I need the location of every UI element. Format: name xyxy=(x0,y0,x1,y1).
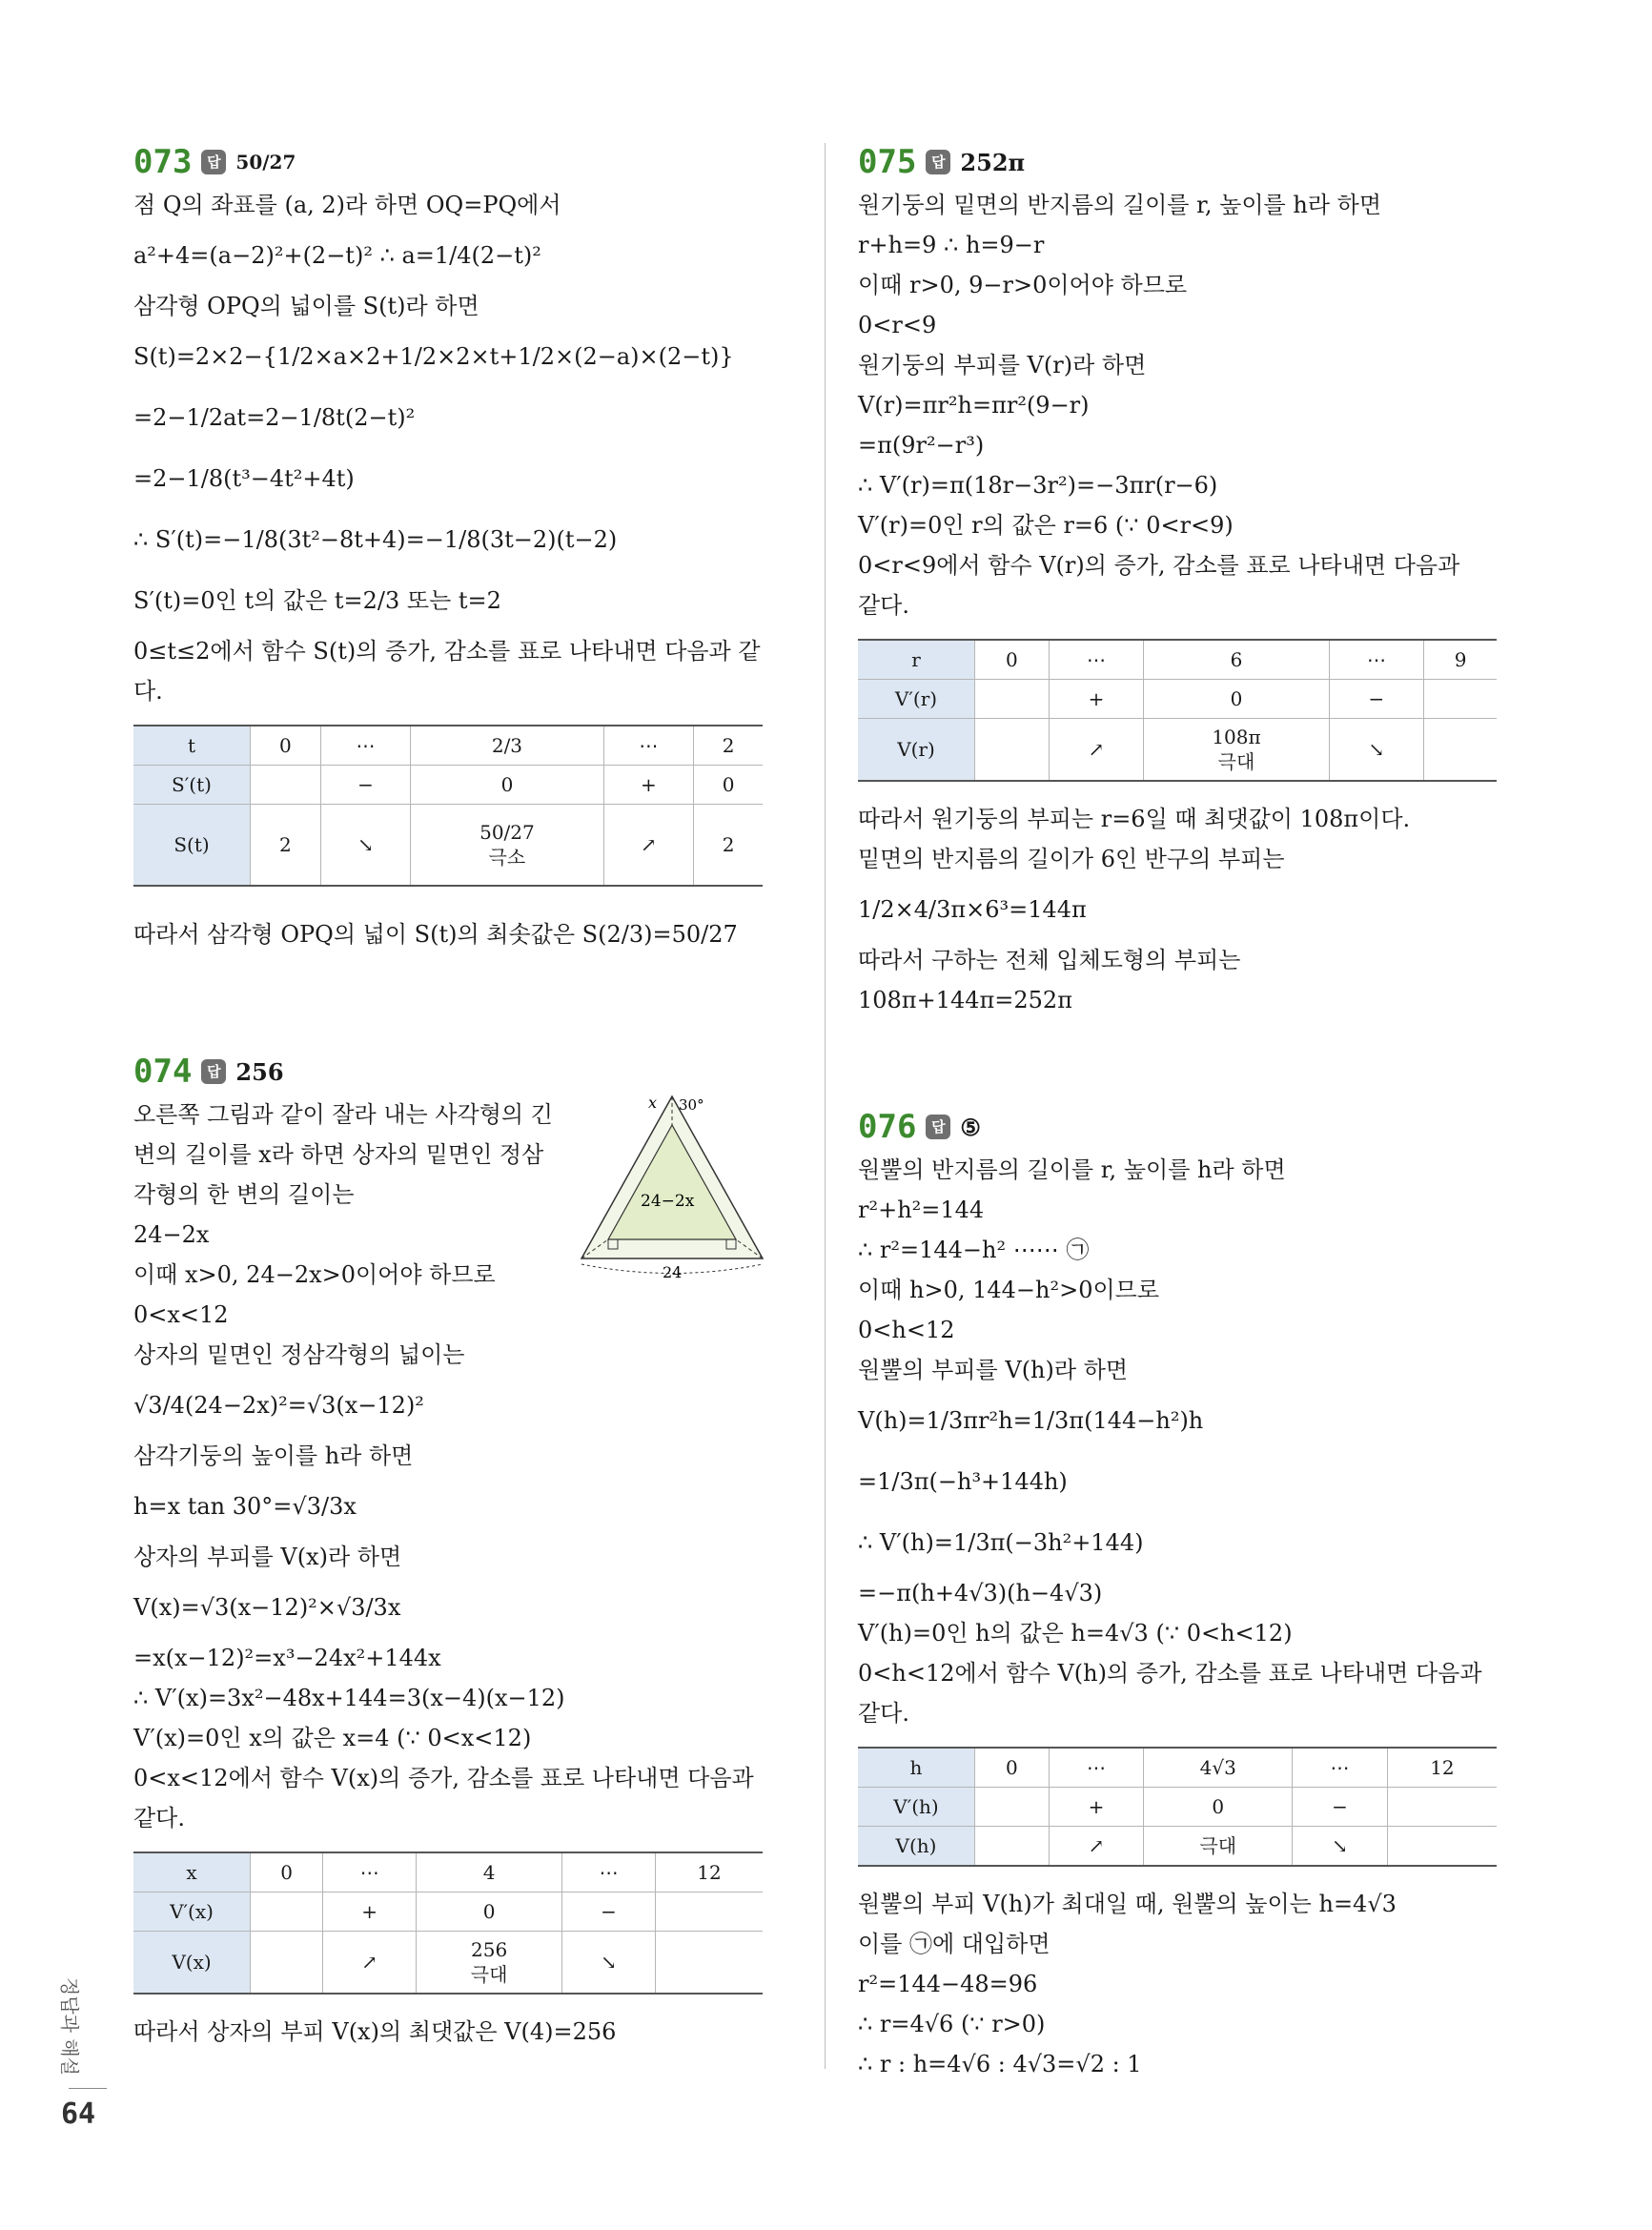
table-header-cell: r xyxy=(858,640,975,680)
solution-line: 다. xyxy=(133,678,163,705)
table-cell: ↘ xyxy=(1293,1827,1388,1867)
solution-line: V(x)=√3(x−12)²×√3/3x xyxy=(133,1594,401,1621)
table-cell: 0 xyxy=(694,766,763,805)
solution-line: 따라서 삼각형 OPQ의 넓이 S(t)의 최솟값은 S(2/3)=50/27 xyxy=(133,921,738,948)
table-cell: ⋯ xyxy=(1293,1748,1388,1788)
solution-line: 상자의 밑면인 정삼각형의 넓이는 xyxy=(133,1341,465,1368)
table-cell: ⋯ xyxy=(323,1852,417,1892)
table-row xyxy=(133,726,763,766)
table-cell xyxy=(1387,1788,1497,1827)
solution-line: 이를 ㉠에 대입하면 xyxy=(858,1931,1050,1957)
answer-badge: 답 xyxy=(926,150,950,174)
table-cell xyxy=(655,1932,763,1995)
table-header-cell: S(t) xyxy=(133,805,251,887)
table-cell: ↗ xyxy=(1049,1827,1144,1867)
table-header-cell: x xyxy=(133,1852,251,1892)
solution-line: 오른쪽 그림과 같이 잘라 내는 사각형의 긴 xyxy=(133,1101,553,1128)
table-cell xyxy=(975,719,1050,782)
solution-line: 0<h<12에서 함수 V(h)의 증가, 감소를 표로 나타내면 다음과 xyxy=(858,1660,1482,1687)
answer-badge: 답 xyxy=(926,1115,950,1139)
solution-line: a²+4=(a−2)²+(2−t)² ∴ a=1/4(2−t)² xyxy=(133,242,541,269)
table-row xyxy=(858,719,1497,782)
problem-number: 076 xyxy=(858,1108,917,1146)
answer-value: 50/27 xyxy=(235,151,296,174)
table-row xyxy=(133,1892,763,1932)
table-cell: 2/3 xyxy=(411,726,603,766)
solution-line: ∴ V′(r)=π(18r−3r²)=−3πr(r−6) xyxy=(858,472,1218,499)
table-cell: − xyxy=(562,1892,656,1932)
right-column xyxy=(858,143,1525,2084)
solution-line: ∴ V′(x)=3x²−48x+144=3(x−4)(x−12) xyxy=(133,1685,565,1711)
table-header-cell: V′(h) xyxy=(858,1788,975,1827)
solution-line: V′(r)=0인 r의 값은 r=6 (∵ 0<r<9) xyxy=(858,512,1234,539)
table-cell xyxy=(975,680,1050,719)
problem-header xyxy=(133,143,782,181)
figure-label-angle: 30° xyxy=(679,1096,704,1114)
solution-line: 0<r<9에서 함수 V(r)의 증가, 감소를 표로 나타내면 다음과 xyxy=(858,552,1460,579)
solution-line: V(h)=1/3πr²h=1/3π(144−h²)h xyxy=(858,1407,1204,1434)
solution-line: V′(h)=0인 h의 값은 h=4√3 (∵ 0<h<12) xyxy=(858,1620,1293,1647)
solution-line: r+h=9 ∴ h=9−r xyxy=(858,232,1045,258)
table-row xyxy=(133,805,763,887)
solution-line: 점 Q의 좌표를 (a, 2)라 하면 OQ=PQ에서 xyxy=(133,192,561,218)
table-cell: 0 xyxy=(251,1852,323,1892)
table-header-cell: S′(t) xyxy=(133,766,251,805)
table-cell: 2 xyxy=(694,726,763,766)
solution-line: V(r)=πr²h=πr²(9−r) xyxy=(858,392,1090,419)
solution-line: 0<r<9 xyxy=(858,312,937,338)
problem-header xyxy=(858,1108,1525,1146)
variation-table xyxy=(133,1852,763,1995)
solution-line: 이때 h>0, 144−h²>0이므로 xyxy=(858,1277,1160,1303)
solution-line: ∴ S′(t)=−1/8(3t²−8t+4)=−1/8(3t−2)(t−2) xyxy=(133,526,618,553)
side-label-text: 정답과 해설 xyxy=(57,1976,81,2076)
table-cell: ⋯ xyxy=(1049,640,1144,680)
table-header-cell: t xyxy=(133,726,251,766)
solution-line: 1/2×4/3π×6³=144π xyxy=(858,896,1087,923)
table-cell: 12 xyxy=(655,1852,763,1892)
solution-line: 삼각기둥의 높이를 h라 하면 xyxy=(133,1442,414,1469)
table-cell: ⋯ xyxy=(1049,1748,1144,1788)
table-cell: ↘ xyxy=(562,1932,656,1995)
solution-line: 각형의 한 변의 길이는 xyxy=(133,1181,355,1208)
solution-line: V′(x)=0인 x의 값은 x=4 (∵ 0<x<12) xyxy=(133,1725,532,1751)
table-row xyxy=(858,1827,1497,1867)
solution-line: 같다. xyxy=(133,1805,185,1831)
figure-label-x: x xyxy=(648,1094,658,1112)
table-cell: 9 xyxy=(1424,640,1497,680)
solution-line: =π(9r²−r³) xyxy=(858,432,985,459)
table-cell: ⋯ xyxy=(320,726,411,766)
solution-line: 원뿔의 부피를 V(h)라 하면 xyxy=(858,1357,1129,1383)
solution-line: 원기둥의 밑면의 반지름의 길이를 r, 높이를 h라 하면 xyxy=(858,192,1382,218)
problem-number: 075 xyxy=(858,143,917,181)
solution-line: 0<x<12 xyxy=(133,1301,229,1328)
side-rule xyxy=(69,2088,107,2089)
triangle-figure xyxy=(572,1087,772,1278)
variation-table xyxy=(133,725,763,887)
table-cell: 4 xyxy=(417,1852,562,1892)
table-header-cell: V′(x) xyxy=(133,1892,251,1932)
table-cell: − xyxy=(1293,1788,1388,1827)
solution-line: 원기둥의 부피를 V(r)라 하면 xyxy=(858,352,1147,378)
table-cell: 256 극대 xyxy=(417,1932,562,1995)
problem-number: 073 xyxy=(133,143,193,181)
problem-073 xyxy=(133,143,782,965)
solution-line: h=x tan 30°=√3/3x xyxy=(133,1493,357,1520)
solution-line: r²=144−48=96 xyxy=(858,1971,1038,1997)
table-cell xyxy=(975,1788,1050,1827)
solution-line: 같다. xyxy=(858,592,909,619)
solution-line: ∴ r : h=4√6 : 4√3=√2 : 1 xyxy=(858,2051,1142,2077)
solution-line: ∴ r²=144−h² ⋯⋯ ㉠ xyxy=(858,1237,1090,1263)
solution-line: 108π+144π=252π xyxy=(858,987,1072,1013)
solution-line: √3/4(24−2x)²=√3(x−12)² xyxy=(133,1392,424,1419)
problem-075 xyxy=(858,143,1525,1020)
problem-076 xyxy=(858,1108,1525,2084)
solution-line: 이때 r>0, 9−r>0이어야 하므로 xyxy=(858,272,1188,298)
table-cell: ⋯ xyxy=(562,1852,656,1892)
table-cell: 12 xyxy=(1387,1748,1497,1788)
table-cell xyxy=(1387,1827,1497,1867)
table-row xyxy=(858,1788,1497,1827)
figure-label-inner: 24−2x xyxy=(641,1192,695,1211)
page-number: 64 xyxy=(61,2097,96,2131)
solution-line: 밑면의 반지름의 길이가 6인 반구의 부피는 xyxy=(858,846,1285,872)
answer-badge: 답 xyxy=(201,1059,226,1084)
solution-line: 따라서 원기둥의 부피는 r=6일 때 최댓값이 108π이다. xyxy=(858,806,1411,832)
table-cell: 극대 xyxy=(1144,1827,1293,1867)
table-cell: 4√3 xyxy=(1144,1748,1293,1788)
table-cell xyxy=(1424,719,1497,782)
solution-line: 따라서 구하는 전체 입체도형의 부피는 xyxy=(858,947,1241,973)
table-header-cell: h xyxy=(858,1748,975,1788)
table-cell: 108π 극대 xyxy=(1144,719,1329,782)
solution-line: S(t)=2×2−{1/2×a×2+1/2×2×t+1/2×(2−a)×(2−t)} xyxy=(133,343,734,370)
solution-line: 같다. xyxy=(858,1700,909,1727)
table-cell: − xyxy=(320,766,411,805)
problem-074 xyxy=(133,1053,782,2052)
variation-table xyxy=(858,639,1497,782)
table-header-cell: V(x) xyxy=(133,1932,251,1995)
table-row xyxy=(133,1852,763,1892)
table-cell: ↘ xyxy=(320,805,411,887)
table-cell: ↘ xyxy=(1329,719,1424,782)
solution-line: S′(t)=0인 t의 값은 t=2/3 또는 t=2 xyxy=(133,587,501,614)
table-cell: ↗ xyxy=(323,1932,417,1995)
table-cell: − xyxy=(1329,680,1424,719)
table-cell: 50/27 극소 xyxy=(411,805,603,887)
solution-line: =x(x−12)²=x³−24x²+144x xyxy=(133,1645,441,1671)
table-cell: + xyxy=(323,1892,417,1932)
table-cell: + xyxy=(1049,1788,1144,1827)
table-cell: 0 xyxy=(975,640,1050,680)
answer-value: ⑤ xyxy=(960,1113,981,1141)
table-cell xyxy=(251,1892,323,1932)
side-section-label xyxy=(59,1974,82,2078)
table-cell xyxy=(251,766,321,805)
table-cell: ⋯ xyxy=(603,726,694,766)
table-cell xyxy=(251,1932,323,1995)
solution-line: 삼각형 OPQ의 넓이를 S(t)라 하면 xyxy=(133,293,479,319)
table-header-cell: V(h) xyxy=(858,1827,975,1867)
table-cell xyxy=(975,1827,1050,1867)
variation-table xyxy=(858,1747,1497,1867)
table-cell: 2 xyxy=(251,805,321,887)
solution-line: =−π(h+4√3)(h−4√3) xyxy=(858,1580,1103,1606)
table-cell xyxy=(1424,680,1497,719)
solution-line: =2−1/2at=2−1/8t(2−t)² xyxy=(133,404,416,431)
table-cell xyxy=(655,1892,763,1932)
table-cell: 0 xyxy=(975,1748,1050,1788)
solution-line: =2−1/8(t³−4t²+4t) xyxy=(133,465,355,492)
solution-line: 변의 길이를 x라 하면 상자의 밑면인 정삼 xyxy=(133,1141,544,1168)
answer-value: 256 xyxy=(235,1057,284,1086)
figure-label-bottom: 24 xyxy=(663,1263,683,1278)
table-cell: 0 xyxy=(251,726,321,766)
solution-line: 이때 x>0, 24−2x>0이어야 하므로 xyxy=(133,1261,496,1288)
solution-line: 상자의 부피를 V(x)라 하면 xyxy=(133,1544,402,1570)
table-cell: 0 xyxy=(1144,1788,1293,1827)
left-column xyxy=(133,143,782,2052)
solution-line: 0<x<12에서 함수 V(x)의 증가, 감소를 표로 나타내면 다음과 xyxy=(133,1765,754,1791)
table-cell: 0 xyxy=(417,1892,562,1932)
table-header-cell: V(r) xyxy=(858,719,975,782)
table-header-cell: V′(r) xyxy=(858,680,975,719)
column-divider xyxy=(825,143,826,2069)
table-cell: ↗ xyxy=(603,805,694,887)
solution-line: 0<h<12 xyxy=(858,1317,955,1343)
table-cell: 0 xyxy=(411,766,603,805)
solution-line: r²+h²=144 xyxy=(858,1197,985,1223)
solution-line: =1/3π(−h³+144h) xyxy=(858,1468,1068,1495)
solution-line: ∴ V′(h)=1/3π(−3h²+144) xyxy=(858,1529,1144,1556)
table-row xyxy=(133,1932,763,1995)
table-cell: ⋯ xyxy=(1329,640,1424,680)
solution-line: ∴ r=4√6 (∵ r>0) xyxy=(858,2011,1046,2037)
table-cell: 2 xyxy=(694,805,763,887)
answer-value: 252π xyxy=(960,148,1026,176)
table-cell: 6 xyxy=(1144,640,1329,680)
table-cell: + xyxy=(603,766,694,805)
table-row xyxy=(133,766,763,805)
table-cell: ↗ xyxy=(1049,719,1144,782)
solution-line: 0≤t≤2에서 함수 S(t)의 증가, 감소를 표로 나타내면 다음과 같 xyxy=(133,638,761,665)
problem-header xyxy=(133,1053,782,1091)
table-row xyxy=(858,1748,1497,1788)
table-cell: 0 xyxy=(1144,680,1329,719)
table-row xyxy=(858,640,1497,680)
solution-line: 원뿔의 반지름의 길이를 r, 높이를 h라 하면 xyxy=(858,1156,1286,1183)
problem-number: 074 xyxy=(133,1053,193,1091)
solution-line: 24−2x xyxy=(133,1221,210,1248)
table-row xyxy=(858,680,1497,719)
solution-line: 원뿔의 부피 V(h)가 최대일 때, 원뿔의 높이는 h=4√3 xyxy=(858,1891,1397,1917)
table-cell: + xyxy=(1049,680,1144,719)
problem-header xyxy=(858,143,1525,181)
solution-line: 따라서 상자의 부피 V(x)의 최댓값은 V(4)=256 xyxy=(133,2018,617,2045)
answer-badge: 답 xyxy=(201,150,226,174)
